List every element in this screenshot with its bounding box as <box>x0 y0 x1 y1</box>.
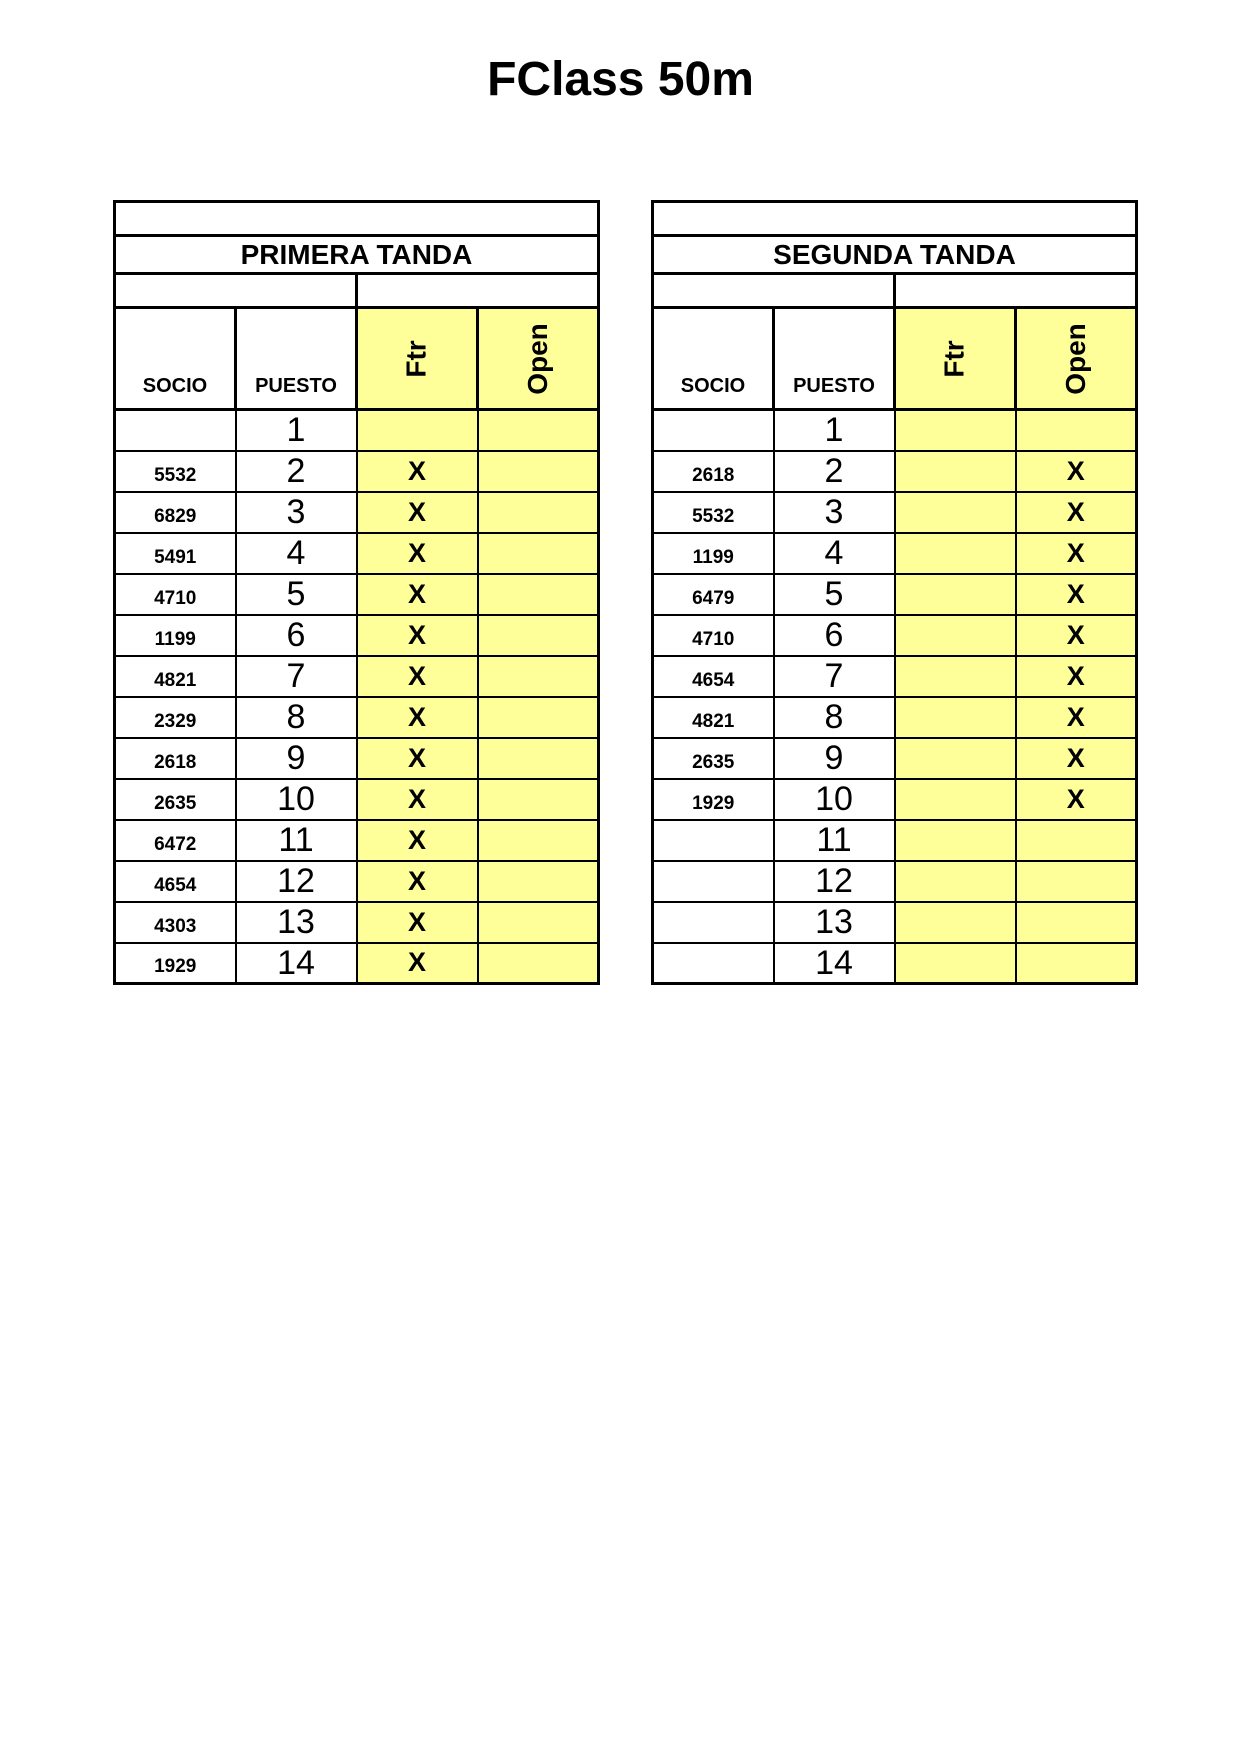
puesto-cell: 3 <box>236 492 357 533</box>
socio-cell <box>653 410 774 451</box>
socio-cell: 1929 <box>115 943 236 984</box>
puesto-cell: 2 <box>236 451 357 492</box>
table-row <box>115 820 599 861</box>
puesto-cell: 8 <box>236 697 357 738</box>
column-header-open <box>478 308 599 410</box>
puesto-cell: 5 <box>774 574 895 615</box>
open-cell <box>478 697 599 738</box>
table-row <box>115 861 599 902</box>
ftr-cell: X <box>357 779 478 820</box>
socio-cell: 1199 <box>115 615 236 656</box>
ftr-cell: X <box>357 615 478 656</box>
socio-cell: 1929 <box>653 779 774 820</box>
ftr-cell: X <box>357 451 478 492</box>
socio-cell <box>115 410 236 451</box>
open-cell <box>478 533 599 574</box>
puesto-cell: 7 <box>774 656 895 697</box>
ftr-cell <box>895 697 1016 738</box>
subheader-blank-left <box>653 274 895 308</box>
open-cell <box>478 410 599 451</box>
page-title: FClass 50m <box>487 53 754 106</box>
ftr-cell: X <box>357 492 478 533</box>
puesto-cell: 11 <box>774 820 895 861</box>
table-row <box>653 902 1137 943</box>
open-cell <box>1016 902 1137 943</box>
ftr-cell <box>895 451 1016 492</box>
ftr-cell <box>895 533 1016 574</box>
table-heading: SEGUNDA TANDA <box>653 236 1137 274</box>
column-header-ftr-label: Ftr <box>400 339 432 378</box>
open-cell: X <box>1016 656 1137 697</box>
table-row <box>115 492 599 533</box>
table-row <box>653 820 1137 861</box>
table-top-blank <box>653 202 1137 236</box>
table-row <box>115 697 599 738</box>
socio-cell <box>653 902 774 943</box>
open-cell: X <box>1016 697 1137 738</box>
table-row <box>115 410 599 451</box>
open-cell <box>478 656 599 697</box>
socio-cell: 4710 <box>653 615 774 656</box>
column-header-ftr <box>895 308 1016 410</box>
ftr-cell: X <box>357 656 478 697</box>
socio-cell: 5532 <box>653 492 774 533</box>
puesto-cell: 11 <box>236 820 357 861</box>
open-cell: X <box>1016 451 1137 492</box>
table-row <box>653 943 1137 984</box>
open-cell <box>478 615 599 656</box>
socio-cell: 2618 <box>653 451 774 492</box>
puesto-cell: 10 <box>236 779 357 820</box>
puesto-cell: 4 <box>236 533 357 574</box>
open-cell <box>478 820 599 861</box>
ftr-cell: X <box>357 943 478 984</box>
ftr-cell: X <box>357 820 478 861</box>
ftr-cell: X <box>357 697 478 738</box>
ftr-cell: X <box>357 861 478 902</box>
open-cell <box>478 738 599 779</box>
open-cell: X <box>1016 533 1137 574</box>
table-row <box>653 738 1137 779</box>
puesto-cell: 6 <box>236 615 357 656</box>
socio-cell: 5532 <box>115 451 236 492</box>
puesto-cell: 1 <box>774 410 895 451</box>
puesto-cell: 12 <box>236 861 357 902</box>
socio-cell <box>653 820 774 861</box>
primera-tanda-table <box>113 200 600 985</box>
column-header-socio: SOCIO <box>115 308 236 410</box>
ftr-cell: X <box>357 533 478 574</box>
column-header-open <box>1016 308 1137 410</box>
socio-cell: 6829 <box>115 492 236 533</box>
puesto-cell: 9 <box>774 738 895 779</box>
socio-cell <box>653 861 774 902</box>
table-row <box>115 738 599 779</box>
open-cell <box>478 492 599 533</box>
open-cell <box>478 902 599 943</box>
table-row <box>653 492 1137 533</box>
table-row <box>115 902 599 943</box>
puesto-cell: 8 <box>774 697 895 738</box>
socio-cell: 2635 <box>115 779 236 820</box>
ftr-cell <box>895 820 1016 861</box>
table-row <box>653 615 1137 656</box>
subheader-blank-left <box>115 274 357 308</box>
ftr-cell <box>895 656 1016 697</box>
socio-cell: 2618 <box>115 738 236 779</box>
table-row <box>115 615 599 656</box>
socio-cell <box>653 943 774 984</box>
puesto-cell: 1 <box>236 410 357 451</box>
column-header-open-label: Open <box>522 322 553 395</box>
socio-cell: 4654 <box>653 656 774 697</box>
table-heading: PRIMERA TANDA <box>115 236 599 274</box>
ftr-cell: X <box>357 738 478 779</box>
table-body <box>115 410 599 984</box>
ftr-cell <box>895 902 1016 943</box>
open-cell: X <box>1016 492 1137 533</box>
socio-cell: 4821 <box>653 697 774 738</box>
segunda-tanda-table <box>651 200 1138 985</box>
puesto-cell: 3 <box>774 492 895 533</box>
open-cell: X <box>1016 574 1137 615</box>
subheader-blank-right <box>357 274 599 308</box>
ftr-cell: X <box>357 574 478 615</box>
open-cell: X <box>1016 615 1137 656</box>
puesto-cell: 7 <box>236 656 357 697</box>
table-row <box>115 451 599 492</box>
ftr-cell: X <box>357 902 478 943</box>
ftr-cell <box>895 738 1016 779</box>
puesto-cell: 4 <box>774 533 895 574</box>
table-row <box>115 656 599 697</box>
table-row <box>653 779 1137 820</box>
subheader-blank-right <box>895 274 1137 308</box>
table-row <box>115 533 599 574</box>
column-header-ftr-label: Ftr <box>938 339 970 378</box>
table-body <box>653 410 1137 984</box>
puesto-cell: 13 <box>774 902 895 943</box>
ftr-cell <box>895 615 1016 656</box>
table-row <box>653 697 1137 738</box>
socio-cell: 1199 <box>653 533 774 574</box>
open-cell <box>478 574 599 615</box>
socio-cell: 4654 <box>115 861 236 902</box>
puesto-cell: 6 <box>774 615 895 656</box>
table-row <box>653 451 1137 492</box>
ftr-cell <box>895 779 1016 820</box>
table-row <box>653 533 1137 574</box>
column-header-socio: SOCIO <box>653 308 774 410</box>
socio-cell: 4710 <box>115 574 236 615</box>
puesto-cell: 5 <box>236 574 357 615</box>
table-top-blank <box>115 202 599 236</box>
open-cell: X <box>1016 738 1137 779</box>
puesto-cell: 14 <box>774 943 895 984</box>
puesto-cell: 12 <box>774 861 895 902</box>
ftr-cell <box>357 410 478 451</box>
open-cell <box>1016 820 1137 861</box>
puesto-cell: 10 <box>774 779 895 820</box>
ftr-cell <box>895 410 1016 451</box>
puesto-cell: 13 <box>236 902 357 943</box>
ftr-cell <box>895 861 1016 902</box>
open-cell <box>478 451 599 492</box>
table-row <box>115 779 599 820</box>
open-cell <box>1016 943 1137 984</box>
socio-cell: 6472 <box>115 820 236 861</box>
open-cell: X <box>1016 779 1137 820</box>
puesto-cell: 2 <box>774 451 895 492</box>
socio-cell: 5491 <box>115 533 236 574</box>
table-row <box>653 656 1137 697</box>
column-header-puesto: PUESTO <box>236 308 357 410</box>
socio-cell: 4821 <box>115 656 236 697</box>
column-header-puesto: PUESTO <box>774 308 895 410</box>
puesto-cell: 14 <box>236 943 357 984</box>
open-cell <box>478 943 599 984</box>
table-row <box>115 574 599 615</box>
puesto-cell: 9 <box>236 738 357 779</box>
ftr-cell <box>895 943 1016 984</box>
ftr-cell <box>895 574 1016 615</box>
table-row <box>653 410 1137 451</box>
socio-cell: 2635 <box>653 738 774 779</box>
open-cell <box>478 861 599 902</box>
column-header-open-label: Open <box>1060 322 1091 395</box>
open-cell <box>1016 861 1137 902</box>
open-cell <box>1016 410 1137 451</box>
table-row <box>653 574 1137 615</box>
socio-cell: 6479 <box>653 574 774 615</box>
column-header-ftr <box>357 308 478 410</box>
open-cell <box>478 779 599 820</box>
ftr-cell <box>895 492 1016 533</box>
socio-cell: 2329 <box>115 697 236 738</box>
socio-cell: 4303 <box>115 902 236 943</box>
table-row <box>115 943 599 984</box>
table-row <box>653 861 1137 902</box>
